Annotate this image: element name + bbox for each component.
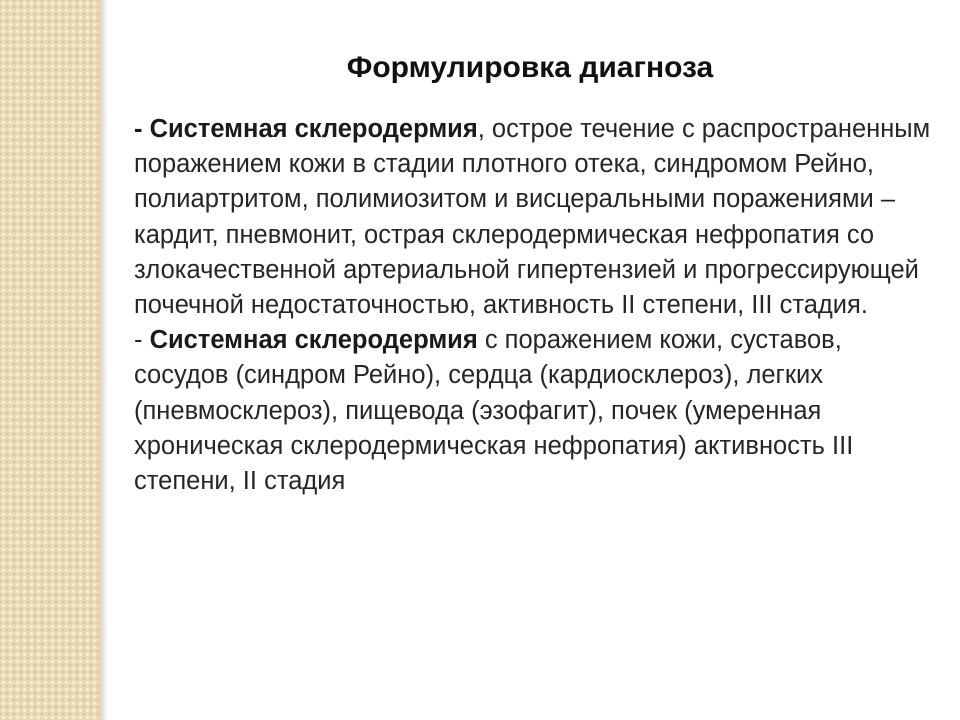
slide-body bbox=[134, 112, 934, 499]
side-strip-shadow bbox=[100, 0, 108, 720]
diagnosis-term: Системная склеродермия bbox=[149, 326, 478, 355]
diagnosis-paragraph-1 bbox=[134, 112, 934, 323]
bullet-dash: - bbox=[134, 326, 150, 355]
bullet-dash: - bbox=[134, 115, 150, 143]
slide-title: Формулировка диагноза bbox=[346, 51, 714, 84]
diagnosis-description: , острое течение с распространенным поражением кожи в стадии плотного отека, синдромом Рейно, полиартритом, полимиозитом и висцеральными поражениями – кардит, пневмонит, острая склеродермическая нефропатия со злокачественной артериальной гипертензией и прогрессирующей почечной недостаточностью, активность II степени, III стадия. bbox=[134, 115, 931, 320]
diagnosis-paragraph-2 bbox=[134, 323, 934, 499]
decorative-side-strip bbox=[0, 0, 100, 720]
diagnosis-description: с поражением кожи, суставов, сосудов (синдром Рейно), сердца (кардиосклероз), легких (пневмосклероз), пищевода (эзофагит), почек (умеренная хроническая склеродермическая нефропатия) активность III степени, II стадия bbox=[134, 326, 854, 496]
diagnosis-term: Системная склеродермия bbox=[149, 115, 478, 143]
